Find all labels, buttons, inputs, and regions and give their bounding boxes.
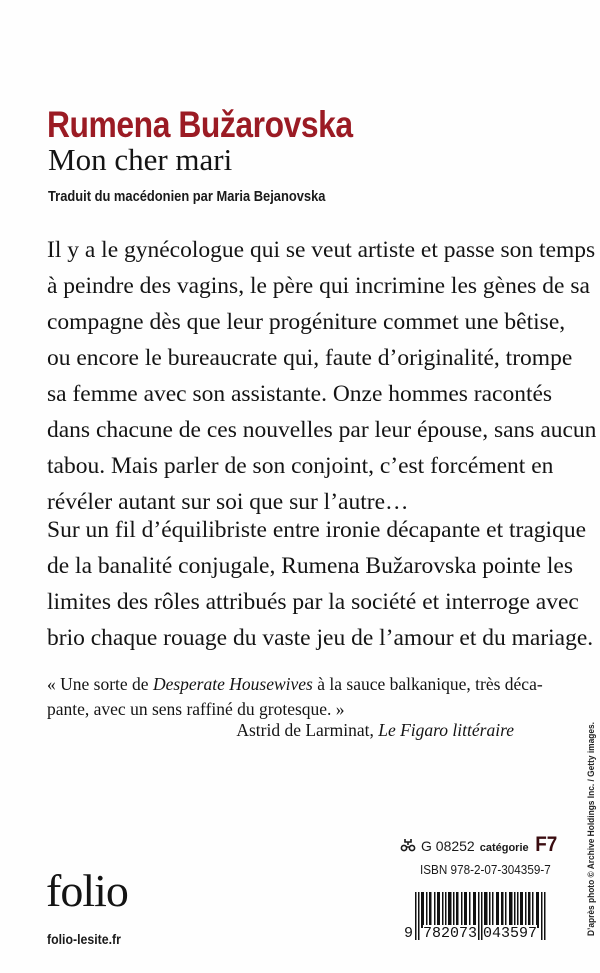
publisher-code-line [400, 833, 558, 857]
barcode-first-digit: 9 [404, 925, 414, 942]
reviewer-name: Astrid de Larminat, [236, 720, 379, 740]
product-code: G 08252 [421, 838, 475, 854]
blurb-line: ou encore le bureaucrate qui, faute d’originalité, trompe [47, 345, 573, 371]
gallimard-logo-icon [400, 838, 416, 852]
book-title: Mon cher mari [48, 142, 233, 177]
blurb-line: brio chaque rouage du vaste jeu de l’amour et du mariage. [47, 625, 594, 651]
blurb-line: de la banalité conjugale, Rumena Bužarovska pointe les [47, 553, 573, 579]
blurb-line: à peindre des vagins, le père qui incrimine les gènes de sa [47, 273, 590, 299]
category-code: F7 [534, 833, 557, 856]
barcode-right-digits: 043597 [483, 925, 538, 942]
quote-text: à la sauce balkanique, très déca- [312, 674, 543, 694]
quote-attribution [236, 720, 514, 741]
quote-italic-title: Desperate Housewives [152, 674, 313, 694]
translator-credit: Traduit du macédonien par Maria Bejanovska [48, 188, 326, 205]
isbn: ISBN 978-2-07-304359-7 [420, 862, 551, 877]
quote-text: « Une sorte de [47, 674, 153, 694]
blurb-line: révéler autant sur soi que sur l’autre… [47, 489, 409, 515]
quote-line-2: pante, avec un sens raffiné du grotesque. » [47, 699, 345, 719]
publisher-website: folio-lesite.fr [47, 931, 121, 947]
blurb-line: tabou. Mais parler de son conjoint, c’est forcément en [47, 453, 554, 479]
blurb-line: Sur un fil d’équilibriste entre ironie décapante et tragique [47, 517, 586, 543]
blurb-paragraph-2 [47, 512, 594, 656]
photo-credit: D’après photo © Archive Holdings Inc. / Getty images. [586, 722, 597, 936]
blurb-line: limites des rôles attribués par la société et interroge avec [47, 589, 579, 615]
quote-line-1 [47, 672, 577, 697]
blurb-line: dans chacune de ces nouvelles par leur épouse, sans aucun [47, 417, 597, 443]
blurb-line: sa femme avec son assistante. Onze hommes racontés [47, 381, 553, 407]
blurb-paragraph-1 [47, 232, 597, 520]
author-name: Rumena Bužarovska [47, 104, 353, 145]
barcode-digits [404, 925, 537, 942]
category-label: catégorie [479, 842, 529, 854]
blurb-line: Il y a le gynécologue qui se veut artiste et passe son temps [47, 237, 596, 263]
blurb-line: compagne dès que leur progéniture commet une bêtise, [47, 309, 566, 335]
review-quote [47, 672, 577, 722]
folio-logo: folio [46, 865, 128, 916]
review-source: Le Figaro littéraire [378, 720, 514, 740]
barcode-left-digits: 782073 [423, 925, 478, 942]
